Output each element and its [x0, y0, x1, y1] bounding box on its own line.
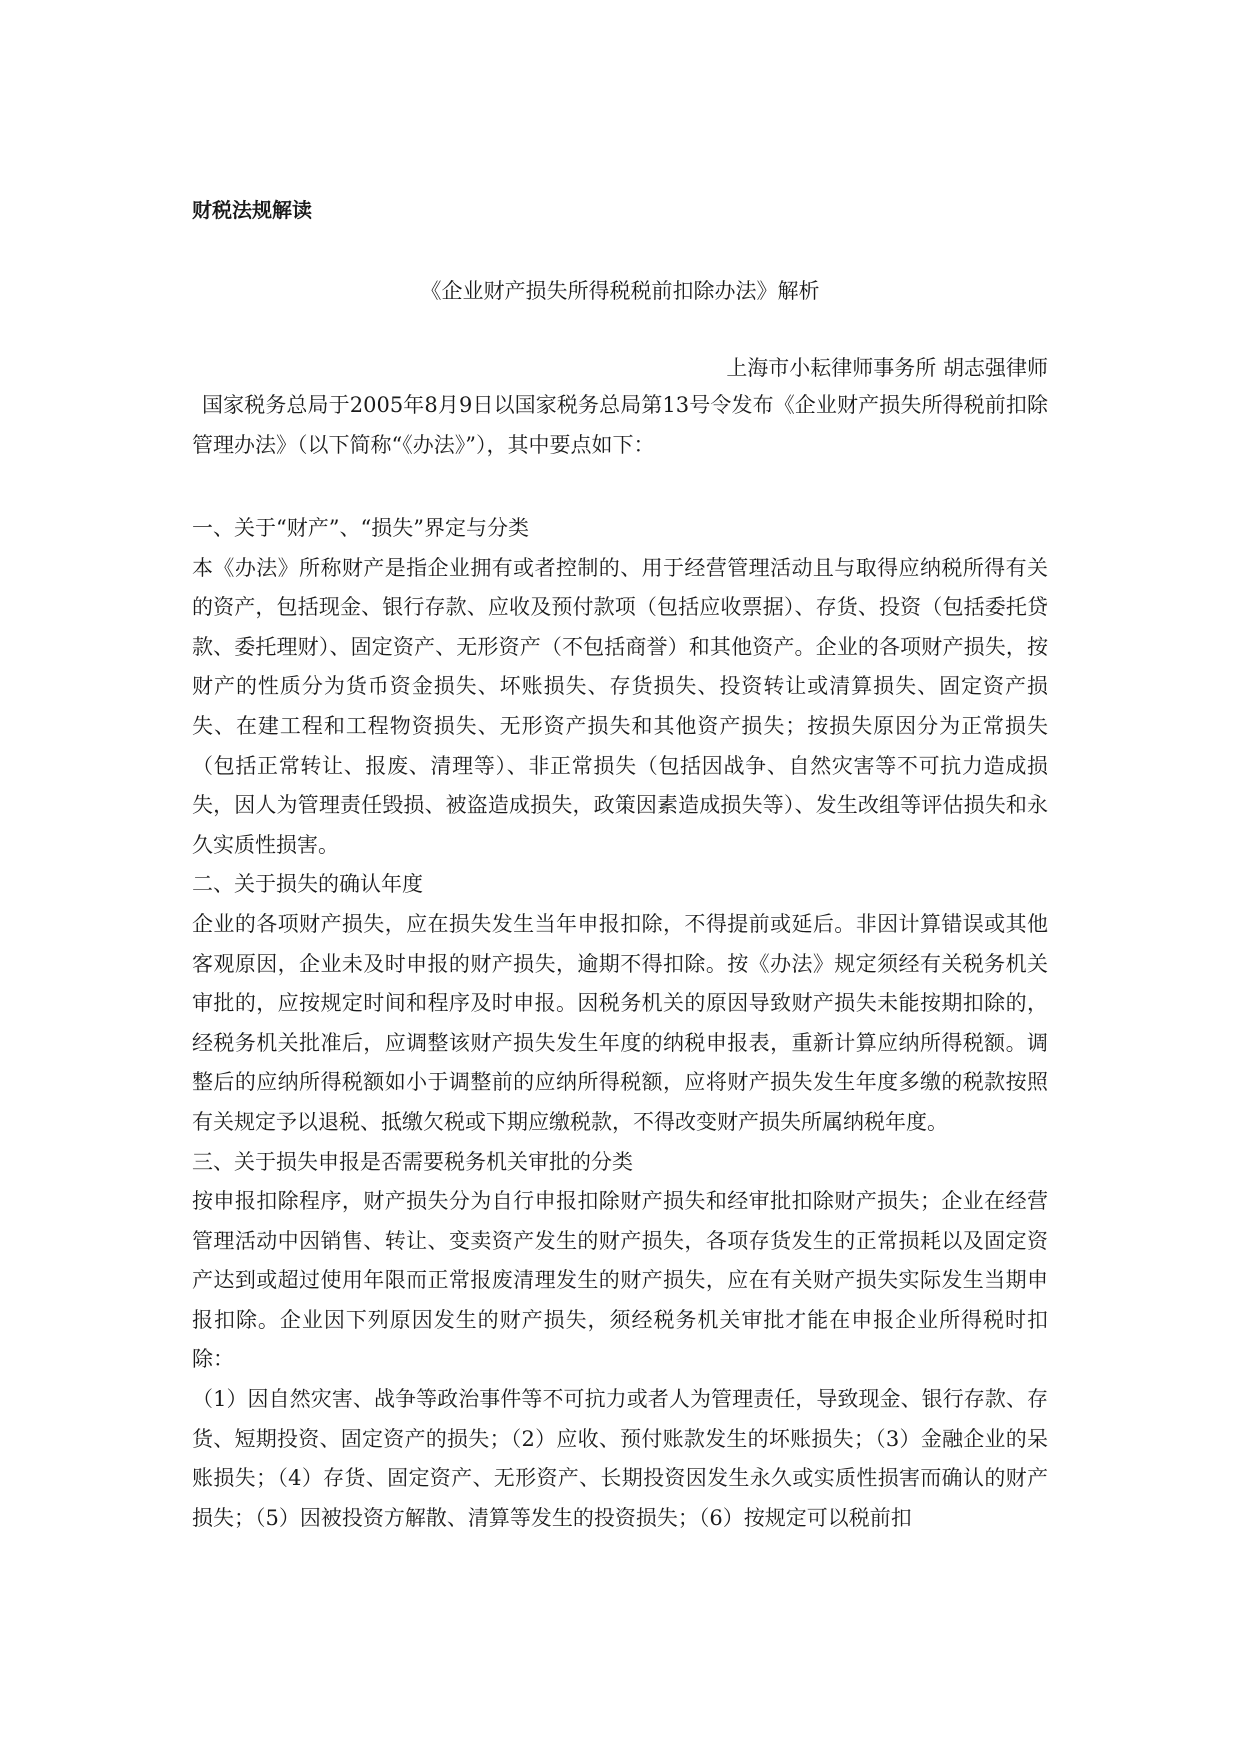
intro-paragraph: 国家税务总局于2005年8月9日以国家税务总局第13号令发布《企业财产损失所得税前扣除管理办法》（以下简称“《办法》”），其中要点如下： [192, 393, 1048, 457]
section-3-heading: 三、关于损失申报是否需要税务机关审批的分类 [192, 1149, 633, 1174]
section-3-body: 按申报扣除程序，财产损失分为自行申报扣除财产损失和经审批扣除财产损失；企业在经营管理活动中因销售、转让、变卖资产发生的财产损失，各项存货发生的正常损耗以及固定资产达到或超过使用年限而正常报废清理发生的财产损失，应在有关财产损失实际发生当期申报扣除。企业因下列原因发生的财产损失，须经税务机关审批才能在申报企业所得税时扣除： [192, 1189, 1048, 1372]
section-2-heading: 二、关于损失的确认年度 [192, 872, 423, 897]
intro-block [192, 386, 1048, 465]
sections-block [192, 509, 1048, 1538]
section-1-body: 本《办法》所称财产是指企业拥有或者控制的、用于经营管理活动且与取得应纳税所得有关的资产，包括现金、银行存款、应收及预付款项（包括应收票据）、存货、投资（包括委托贷款、委托理财）、固定资产、无形资产（不包括商誉）和其他资产。企业的各项财产损失，按财产的性质分为货币资金损失、坏账损失、存货损失、投资转让或清算损失、固定资产损失、在建工程和工程物资损失、无形资产损失和其他资产损失；按损失原因分为正常损失（包括正常转让、报废、清理等）、非正常损失（包括因战争、自然灾害等不可抗力造成损失，因人为管理责任毁损、被盗造成损失，政策因素造成损失等）、发生改组等评估损失和永久实质性损害。 [192, 555, 1048, 857]
section-2-body: 企业的各项财产损失，应在损失发生当年申报扣除，不得提前或延后。非因计算错误或其他客观原因，企业未及时申报的财产损失，逾期不得扣除。按《办法》规定须经有关税务机关审批的，应按规定时间和程序及时申报。因税务机关的原因导致财产损失未能按期扣除的，经税务机关批准后，应调整该财产损失发生年度的纳税申报表，重新计算应纳所得税额。调整后的应纳所得税额如小于调整前的应纳所得税额，应将财产损失发生年度多缴的税款按照有关规定予以退税、抵缴欠税或下期应缴税款，不得改变财产损失所属纳税年度。 [192, 911, 1048, 1134]
author-line: 上海市小耘律师事务所 胡志强律师 [726, 356, 1048, 380]
document-heading: 财税法规解读 [192, 198, 312, 222]
section-1-heading: 一、关于“财产”、“损失”界定与分类 [192, 516, 529, 540]
document-title: 《企业财产损失所得税税前扣除办法》解析 [420, 279, 820, 303]
section-3-list: （1）因自然灾害、战争等政治事件等不可抗力或者人为管理责任，导致现金、银行存款、存货、短期投资、固定资产的损失；（2）应收、预付账款发生的坏账损失；（3）金融企业的呆账损失；（4）存货、固定资产、无形资产、长期投资因发生永久或实质性损害而确认的财产损失；（5）因被投资方解散、清算等发生的投资损失；（6）按规定可以税前扣 [192, 1387, 1048, 1530]
